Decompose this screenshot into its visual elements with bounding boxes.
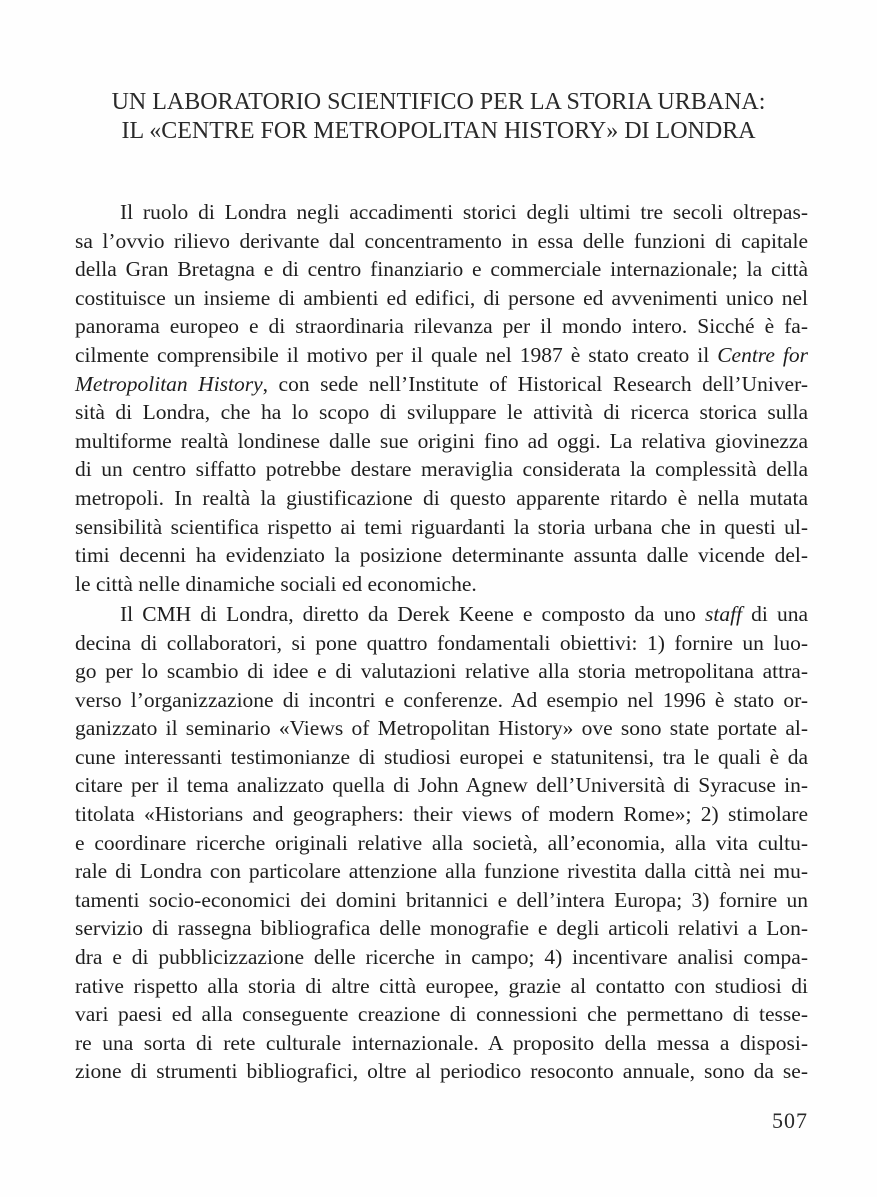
- text-run: ganizzato il seminario «Views of Metropolitan History» ove sono state portate al-: [75, 716, 808, 741]
- text-run: rative rispetto alla storia di altre città europee, grazie al contatto con studiosi di: [75, 973, 808, 998]
- text-line: [75, 629, 808, 658]
- text-line: [75, 255, 808, 284]
- article-title-line-2: IL «CENTRE FOR METROPOLITAN HISTORY» DI LONDRA: [121, 118, 756, 144]
- text-line: [75, 570, 808, 599]
- text-line: [75, 972, 808, 1001]
- text-run: sità di Londra, che ha lo scopo di sviluppare le attività di ricerca storica sulla: [75, 400, 808, 425]
- text-run: titolata «Historians and geographers: their views of modern Rome»; 2) stimolare: [75, 802, 808, 827]
- text-run: citare per il tema analizzato quella di John Agnew dell’Università di Syracuse in-: [75, 773, 808, 798]
- text-run: verso l’organizzazione di incontri e conferenze. Ad esempio nel 1996 è stato or-: [75, 687, 808, 712]
- text-line: [75, 886, 808, 915]
- text-line: [75, 398, 808, 427]
- text-run: , con sede nell’Institute of Historical Research dell’Univer-: [262, 371, 808, 396]
- text-line: [75, 1029, 808, 1058]
- page-number: 507: [772, 1108, 808, 1133]
- text-line: [75, 829, 808, 858]
- text-run: sensibilità scientifica rispetto ai temi riguardanti la storia urbana che in questi ul-: [75, 514, 808, 539]
- text-line: [75, 771, 808, 800]
- text-line: [75, 341, 808, 370]
- text-run: dra e di pubblicizzazione delle ricerche in campo; 4) incentivare analisi compa-: [75, 945, 808, 970]
- text-line: [75, 370, 808, 399]
- text-line: [75, 227, 808, 256]
- text-line: [75, 312, 808, 341]
- text-line: [75, 455, 808, 484]
- text-run: metropoli. In realtà la giustificazione di questo apparente ritardo è nella mutata: [75, 485, 808, 510]
- text-line: [75, 743, 808, 772]
- text-line: [75, 686, 808, 715]
- text-line: [75, 657, 808, 686]
- text-run: le città nelle dinamiche sociali ed economiche.: [75, 571, 477, 596]
- text-line: [75, 484, 808, 513]
- article-title: [0, 88, 877, 146]
- text-line: [75, 541, 808, 570]
- text-line: [75, 714, 808, 743]
- text-run: costituisce un insieme di ambienti ed edifici, di persone ed avvenimenti unico nel: [75, 285, 808, 310]
- paragraph: [75, 198, 808, 598]
- paragraph: [75, 600, 808, 1086]
- text-line: [75, 427, 808, 456]
- text-run: zione di strumenti bibliografici, oltre al periodico resoconto annuale, sono da se-: [75, 1059, 808, 1084]
- text-line: [75, 600, 808, 629]
- text-line: [75, 914, 808, 943]
- text-line: [75, 1000, 808, 1029]
- text-line: [75, 800, 808, 829]
- text-run: tamenti socio-economici dei domini britannici e dell’intera Europa; 3) fornire un: [75, 887, 808, 912]
- text-line: [75, 857, 808, 886]
- text-run: cune interessanti testimonianze di studiosi europei e statunitensi, tra le quali è da: [75, 744, 808, 769]
- text-run: Il CMH di Londra, diretto da Derek Keene e composto da uno: [120, 601, 705, 626]
- italic-text-run: Centre for: [717, 342, 808, 367]
- text-run: vari paesi ed alla conseguente creazione di connessioni che permettano di tesse-: [75, 1002, 808, 1027]
- text-line: [75, 513, 808, 542]
- italic-text-run: Metropolitan History: [75, 371, 263, 396]
- text-run: cilmente comprensibile il motivo per il quale nel 1987 è stato creato il: [75, 342, 718, 367]
- text-run: Il ruolo di Londra negli accadimenti storici degli ultimi tre secoli oltrepas-: [120, 200, 808, 224]
- text-run: multiforme realtà londinese dalle sue origini fino ad oggi. La relativa giovinezza: [75, 428, 808, 453]
- text-run: di un centro siffatto potrebbe destare meraviglia considerata la complessità della: [75, 457, 808, 482]
- text-line: [75, 198, 808, 227]
- text-run: panorama europeo e di straordinaria rilevanza per il mondo intero. Sicché è fa-: [75, 314, 808, 339]
- text-line: [75, 943, 808, 972]
- text-line: [75, 1057, 808, 1086]
- text-run: servizio di rassegna bibliografica delle monografie e degli articoli relativi a Lon-: [75, 916, 808, 941]
- article-body: [75, 198, 808, 1086]
- text-run: re una sorta di rete culturale internazionale. A proposito della messa a disposi-: [75, 1030, 808, 1055]
- text-run: rale di Londra con particolare attenzione alla funzione rivestita dalla città nei mu-: [75, 859, 808, 884]
- text-run: della Gran Bretagna e di centro finanziario e commerciale internazionale; la città: [75, 257, 808, 282]
- text-line: [75, 284, 808, 313]
- italic-text-run: staff: [704, 601, 743, 626]
- text-run: e coordinare ricerche originali relative alla società, all’economia, alla vita cultu-: [75, 830, 808, 855]
- text-run: sa l’ovvio rilievo derivante dal concentramento in essa delle funzioni di capitale: [75, 228, 808, 253]
- text-run: timi decenni ha evidenziato la posizione determinante assunta dalle vicende del-: [75, 543, 808, 568]
- article-title-line-1: UN LABORATORIO SCIENTIFICO PER LA STORIA URBANA:: [111, 89, 766, 115]
- text-run: di una: [742, 601, 808, 626]
- text-run: go per lo scambio di idee e di valutazioni relative alla storia metropolitana attra-: [75, 659, 808, 684]
- text-run: decina di collaboratori, si pone quattro fondamentali obiettivi: 1) fornire un luo-: [75, 630, 808, 655]
